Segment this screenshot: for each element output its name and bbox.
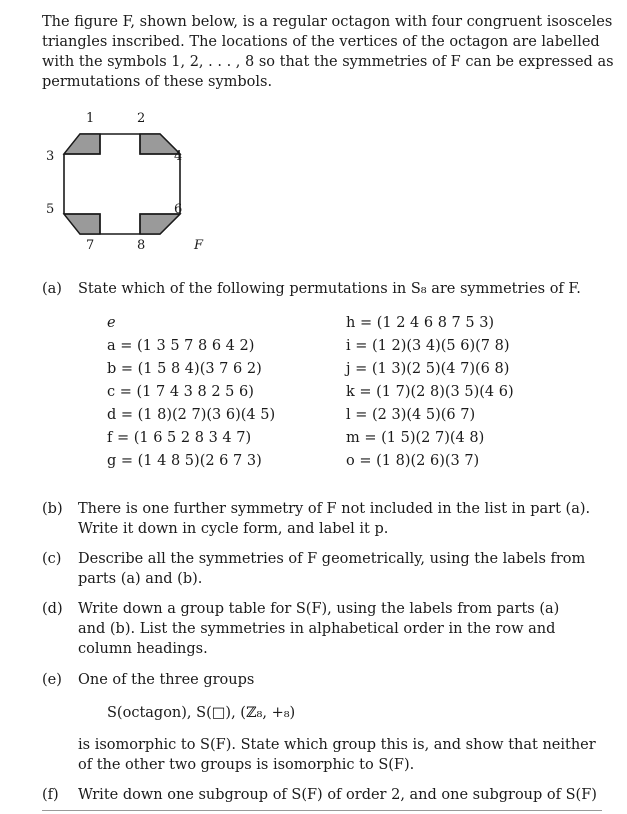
part-label: (b)	[42, 501, 63, 517]
part-f-text: Write down one subgroup of S(F) of order 2, and one subgroup of S(F)	[78, 787, 597, 803]
triangle-bottom-right	[140, 214, 180, 234]
group-list: S(octagon), S(□), (ℤ₈, +₈)	[107, 705, 296, 721]
vertex-label-7: 7	[86, 238, 95, 253]
permutation-j: j = (1 3)(2 5)(4 7)(6 8)	[346, 361, 510, 377]
permutation-c: c = (1 7 4 3 8 2 5 6)	[107, 384, 254, 400]
octagon-figure	[55, 125, 205, 245]
part-b-line: Write it down in cycle form, and label it p.	[78, 521, 389, 537]
vertex-label-8: 8	[137, 238, 146, 253]
vertex-label-4: 4	[174, 149, 183, 164]
part-c-line: Describe all the symmetries of F geometrically, using the labels from	[78, 551, 586, 567]
vertex-label-5: 5	[46, 202, 55, 217]
part-e-line: is isomorphic to S(F). State which group this is, and show that neither	[78, 737, 596, 753]
intro-line: triangles inscribed. The locations of the vertices of the octagon are labelled	[42, 34, 600, 50]
permutation-h: h = (1 2 4 6 8 7 5 3)	[346, 315, 495, 331]
part-label: (d)	[42, 601, 63, 617]
permutation-f: f = (1 6 5 2 8 3 4 7)	[107, 430, 252, 446]
permutation-g: g = (1 4 8 5)(2 6 7 3)	[107, 453, 262, 469]
permutation-b: b = (1 5 8 4)(3 7 6 2)	[107, 361, 262, 377]
part-label: (c)	[42, 551, 62, 567]
part-b-line: There is one further symmetry of F not included in the list in part (a).	[78, 501, 591, 517]
part-d-line: column headings.	[78, 641, 208, 657]
permutation-k: k = (1 7)(2 8)(3 5)(4 6)	[346, 384, 514, 400]
intro-line: permutations of these symbols.	[42, 74, 273, 90]
vertex-label-1: 1	[86, 111, 95, 126]
permutation-o: o = (1 8)(2 6)(3 7)	[346, 453, 480, 469]
intro-line: with the symbols 1, 2, . . . , 8 so that the symmetries of F can be expressed as	[42, 54, 614, 70]
part-a-text: State which of the following permutations in S₈ are symmetries of F.	[78, 281, 581, 297]
intro-paragraph	[42, 12, 614, 92]
part-c-line: parts (a) and (b).	[78, 571, 203, 587]
vertex-label-2: 2	[137, 111, 146, 126]
part-e-intro: One of the three groups	[78, 672, 255, 688]
permutation-d: d = (1 8)(2 7)(3 6)(4 5)	[107, 407, 276, 423]
triangle-top-left	[64, 134, 100, 154]
intro-line: The figure F, shown below, is a regular octagon with four congruent isosceles	[42, 14, 613, 30]
triangle-bottom-left	[64, 214, 100, 234]
vertex-label-6: 6	[174, 202, 183, 217]
permutation-a: a = (1 3 5 7 8 6 4 2)	[107, 338, 255, 354]
figure-label: F	[194, 238, 204, 253]
permutation-m: m = (1 5)(2 7)(4 8)	[346, 430, 485, 446]
page-bottom-edge	[42, 810, 602, 811]
part-label: (f)	[42, 787, 59, 803]
permutation-l: l = (2 3)(4 5)(6 7)	[346, 407, 476, 423]
part-d-line: and (b). List the symmetries in alphabetical order in the row and	[78, 621, 556, 637]
part-label: (a)	[42, 281, 62, 297]
part-d-line: Write down a group table for S(F), using the labels from parts (a)	[78, 601, 560, 617]
vertex-label-3: 3	[46, 149, 55, 164]
part-e-line: of the other two groups is isomorphic to S(F).	[78, 757, 415, 773]
permutation-i: i = (1 2)(3 4)(5 6)(7 8)	[346, 338, 510, 354]
permutation-e: e	[107, 315, 116, 331]
part-label: (e)	[42, 672, 62, 688]
